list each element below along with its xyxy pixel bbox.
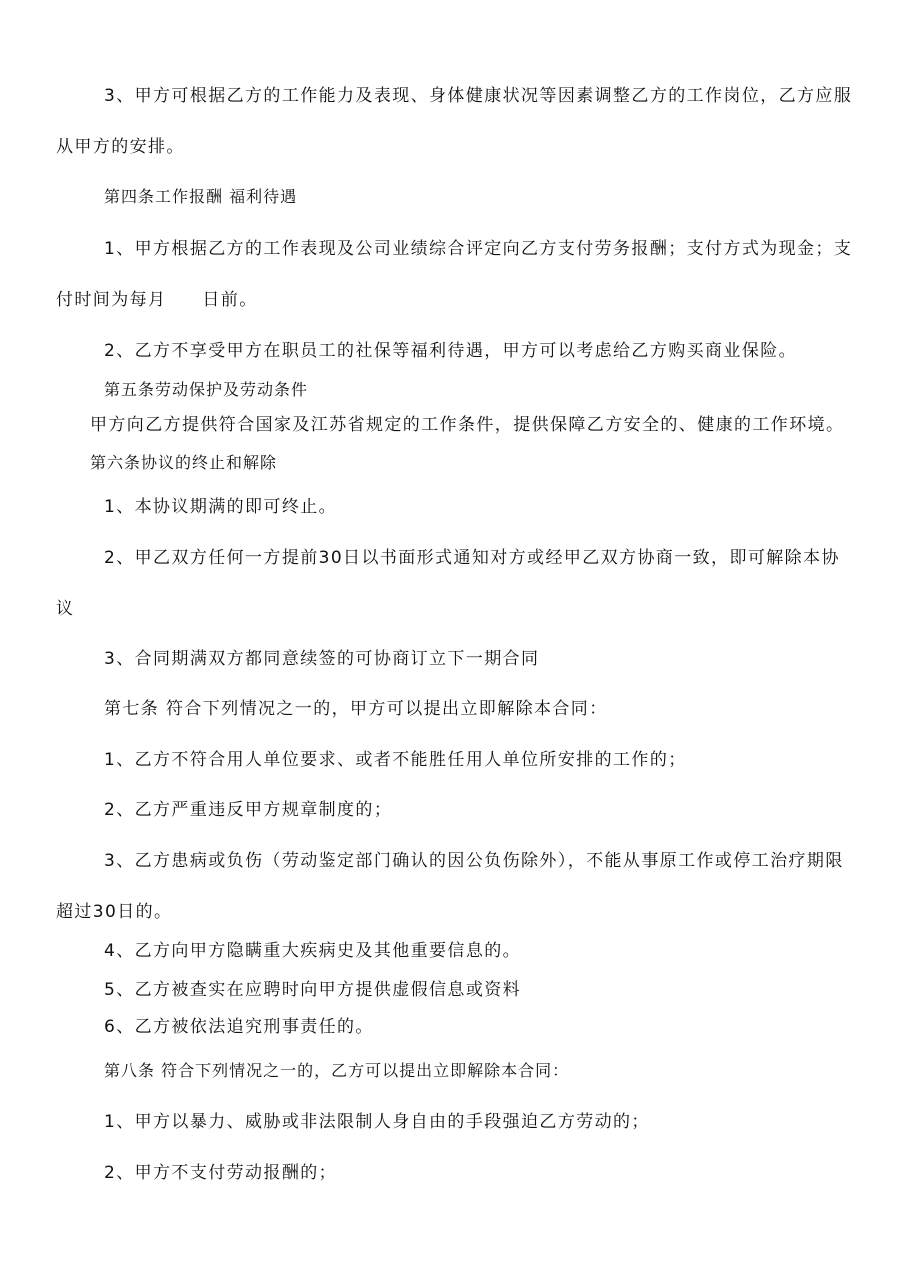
article-8-heading: 第八条 符合下列情况之一的，乙方可以提出立即解除本合同： (104, 1061, 570, 1080)
article-6-heading: 第六条协议的终止和解除 (90, 453, 278, 472)
article-4-item-2: 2、乙方不享受甲方在职员工的社保等福利待遇，甲方可以考虑给乙方购买商业保险。 (104, 341, 798, 361)
article-4-item-1-continuation (56, 289, 258, 311)
article-6-item-2: 2、甲乙双方任何一方提前30日以书面形式通知对方或经甲乙双方协商一致，即可解除本协 (104, 548, 840, 568)
article-7-heading: 第七条 符合下列情况之一的，甲方可以提出立即解除本合同： (104, 699, 608, 719)
article-7-item-2: 2、乙方严重违反甲方规章制度的； (104, 800, 393, 820)
article-5-body: 甲方向乙方提供符合国家及江苏省规定的工作条件，提供保障乙方安全的、健康的工作环境。 (90, 415, 845, 435)
article-7-item-6: 6、乙方被依法追究刑事责任的。 (104, 1017, 374, 1037)
article-5-heading: 第五条劳动保护及劳动条件 (104, 380, 309, 399)
article-7-item-3: 3、乙方患病或负伤（劳动鉴定部门确认的因公负伤除外），不能从事原工作或停工治疗期限 (104, 851, 844, 871)
article-6-item-1: 1、本协议期满的即可终止。 (104, 497, 338, 517)
clause-3-continuation: 从甲方的安排。 (56, 137, 185, 157)
article-7-item-3-continuation: 超过30日的。 (56, 902, 173, 922)
clause-3-job-adjustment: 3、甲方可根据乙方的工作能力及表现、身体健康状况等因素调整乙方的工作岗位，乙方应服 (104, 86, 853, 106)
article-4-heading: 第四条工作报酬 福利待遇 (104, 187, 298, 206)
article-6-item-3: 3、合同期满双方都同意续签的可协商订立下一期合同 (104, 649, 540, 669)
article-7-item-5: 5、乙方被查实在应聘时向甲方提供虚假信息或资料 (104, 980, 522, 1000)
article-7-item-4: 4、乙方向甲方隐瞒重大疾病史及其他重要信息的。 (104, 941, 522, 961)
article-8-item-1: 1、甲方以暴力、威胁或非法限制人身自由的手段强迫乙方劳动的； (104, 1112, 650, 1132)
payment-time-prefix: 付时间为每月 (56, 290, 167, 310)
article-7-item-1: 1、乙方不符合用人单位要求、或者不能胜任用人单位所安排的工作的； (104, 750, 687, 770)
article-4-item-1: 1、甲方根据乙方的工作表现及公司业绩综合评定向乙方支付劳务报酬；支付方式为现金；支 (104, 239, 853, 259)
article-6-item-2-continuation: 议 (56, 599, 75, 619)
article-8-item-2: 2、甲方不支付劳动报酬的； (104, 1163, 338, 1183)
payment-time-suffix: 日前。 (202, 290, 258, 310)
